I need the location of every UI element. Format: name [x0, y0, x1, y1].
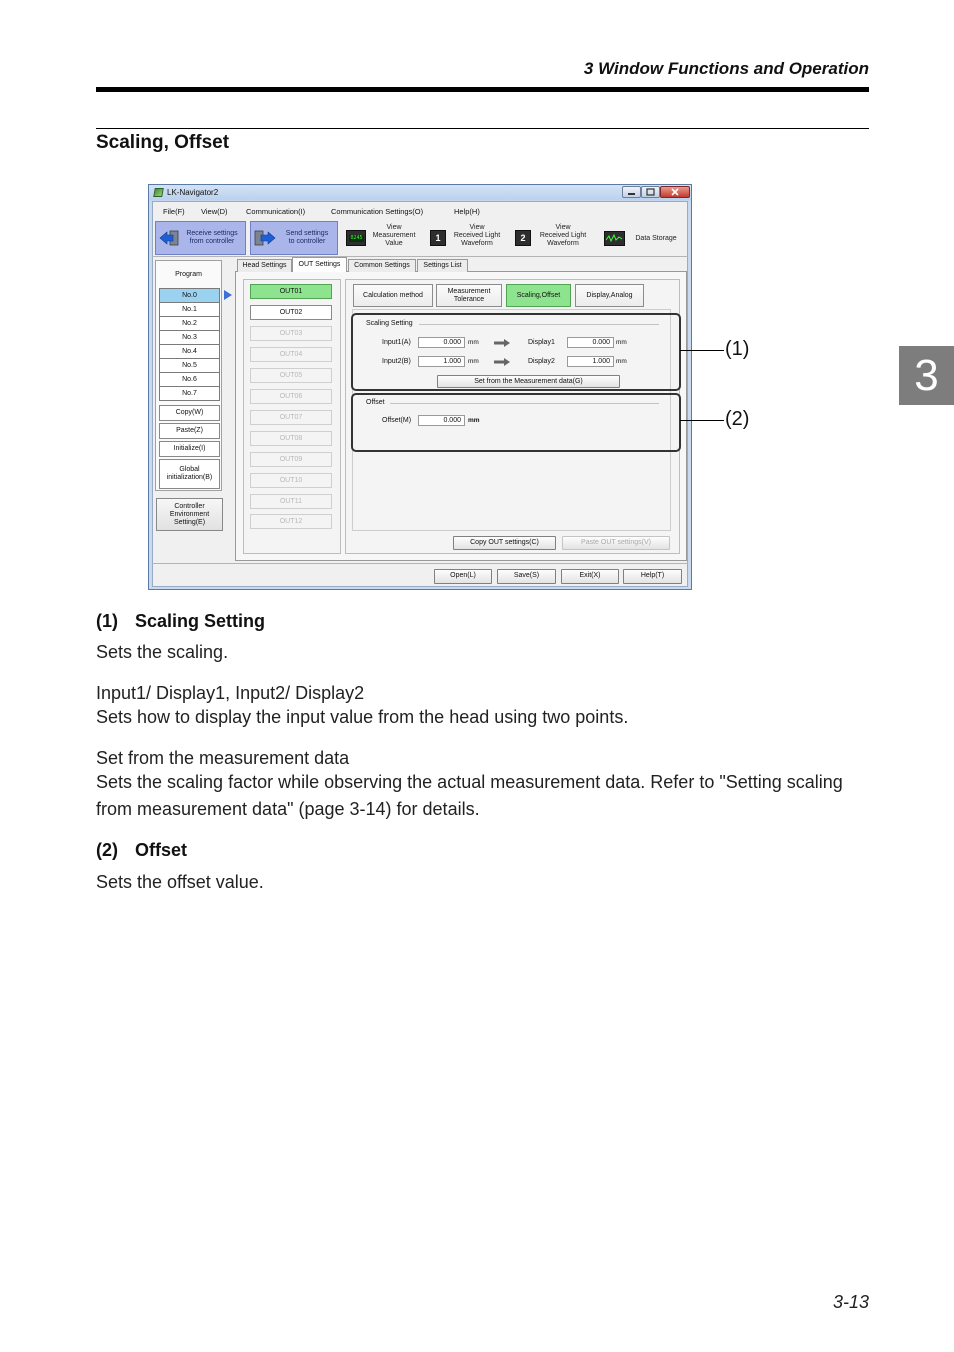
offset-group-rule: [390, 403, 659, 404]
offset-field[interactable]: 0.000: [418, 415, 465, 426]
out-item: OUT10: [250, 473, 332, 488]
input2-field[interactable]: 1.000: [418, 356, 465, 367]
receive-settings-button[interactable]: [155, 221, 246, 255]
waveform-1-icon-number: 1: [435, 233, 441, 243]
program-panel-title: Program: [175, 271, 202, 278]
waveform-graph-icon: [606, 234, 623, 243]
offset-group-label: Offset: [366, 399, 385, 406]
subsection-2-title: Offset: [135, 840, 188, 860]
minimize-button[interactable]: [622, 186, 641, 198]
maximize-icon: [642, 187, 659, 197]
footer-separator: [152, 563, 688, 564]
input-display-term: Input1/ Display1, Input2/ Display2: [96, 683, 365, 703]
menu-file[interactable]: File(F): [163, 207, 185, 216]
maximize-button[interactable]: [641, 186, 660, 198]
set-from-measurement-data-button[interactable]: Set from the Measurement data(G): [437, 375, 620, 388]
view-measurement-label[interactable]: View Measurement Value: [372, 224, 416, 247]
global-initialization-button[interactable]: Global initialization(B): [159, 459, 220, 489]
menu-communication[interactable]: Communication(I): [246, 207, 306, 216]
toolbar-separator: [152, 256, 688, 257]
program-item[interactable]: No.3: [159, 330, 220, 345]
input2-unit: mm: [468, 358, 479, 365]
header-rule: [96, 87, 869, 92]
minimize-icon: [623, 187, 640, 197]
exit-button[interactable]: Exit(X): [561, 569, 619, 584]
input-display-description: Sets how to display the input value from the head using two points.: [96, 707, 629, 727]
view-waveform-2-label[interactable]: View Received Light Waveform: [539, 224, 587, 247]
tab-head-settings[interactable]: Head Settings: [237, 259, 292, 272]
scaling-group-rule: [419, 324, 659, 325]
paste-program-button[interactable]: Paste(Z): [159, 423, 220, 439]
program-item[interactable]: No.4: [159, 344, 220, 359]
set-from-data-term: Set from the measurement data: [96, 748, 350, 768]
help-button[interactable]: Help(T): [623, 569, 682, 584]
offset-unit: mm: [468, 417, 480, 424]
out-item: OUT09: [250, 452, 332, 467]
data-storage-label[interactable]: Data Storage: [635, 235, 677, 242]
out-item[interactable]: OUT02: [250, 305, 332, 320]
subsection-1-title: Scaling Setting: [135, 611, 266, 631]
chapter-header-title: 3 Window Functions and Operation: [583, 59, 869, 78]
out-item: OUT05: [250, 368, 332, 383]
display2-label: Display2: [528, 358, 555, 365]
tab-settings-list[interactable]: Settings List: [417, 259, 468, 272]
display1-field[interactable]: 0.000: [567, 337, 614, 348]
out-item: OUT06: [250, 389, 332, 404]
out-item[interactable]: OUT01: [250, 284, 332, 299]
app-window-screenshot: [148, 184, 692, 590]
menu-view[interactable]: View(D): [201, 207, 228, 216]
program-item[interactable]: No.7: [159, 386, 220, 401]
display1-unit: mm: [616, 339, 627, 346]
tab-out-settings[interactable]: OUT Settings: [292, 257, 347, 272]
callout-1-label: (1): [725, 338, 750, 360]
program-item[interactable]: No.0: [159, 288, 220, 303]
send-arrow-icon: [254, 229, 276, 247]
callout-2-leader: [680, 420, 724, 421]
out-item: OUT08: [250, 431, 332, 446]
send-settings-button[interactable]: [250, 221, 338, 255]
subtab-measurement-tolerance[interactable]: Measurement Tolerance: [436, 284, 502, 307]
subtab-calculation-method[interactable]: Calculation method: [353, 284, 433, 307]
page-number: 3-13: [832, 1292, 869, 1312]
set-from-data-description: Sets the scaling factor while observing the actual measurement data. Refer to "Setting scaling from measurement data" (page 3-14) for details.: [96, 772, 843, 819]
save-button[interactable]: Save(S): [497, 569, 556, 584]
subsection-2-number: (2): [96, 840, 118, 860]
copy-out-settings-button[interactable]: Copy OUT settings(C): [453, 536, 556, 550]
callout-1-leader: [680, 350, 724, 351]
input1-label: Input1(A): [382, 339, 411, 346]
menu-communication-settings[interactable]: Communication Settings(O): [331, 207, 424, 216]
subtab-scaling-offset[interactable]: Scaling,Offset: [506, 284, 571, 307]
input2-label: Input2(B): [382, 358, 411, 365]
chapter-thumb-tab: 3: [899, 346, 954, 405]
out-item: OUT07: [250, 410, 332, 425]
initialize-program-button[interactable]: Initialize(I): [159, 441, 220, 457]
subsection-1-number: (1): [96, 611, 118, 631]
section-rule: [96, 128, 869, 129]
program-item[interactable]: No.5: [159, 358, 220, 373]
out-item: OUT12: [250, 514, 332, 529]
program-item[interactable]: No.2: [159, 316, 220, 331]
waveform-2-icon[interactable]: [515, 230, 531, 246]
out-item: OUT11: [250, 494, 332, 509]
arrow-right-icon: [494, 358, 510, 366]
close-icon: [661, 187, 689, 197]
display1-label: Display1: [528, 339, 555, 346]
selected-program-pointer-icon: [224, 290, 232, 300]
measurement-icon-digits: 0245: [350, 235, 363, 241]
input1-unit: mm: [468, 339, 479, 346]
paste-out-settings-button: Paste OUT settings(V): [562, 536, 670, 550]
out-item: OUT04: [250, 347, 332, 362]
callout-2-label: (2): [725, 408, 750, 430]
display2-field[interactable]: 1.000: [567, 356, 614, 367]
arrow-right-icon: [494, 339, 510, 347]
subsection-1-intro: Sets the scaling.: [96, 642, 229, 662]
data-storage-icon[interactable]: [604, 231, 625, 246]
program-item[interactable]: No.6: [159, 372, 220, 387]
copy-program-button[interactable]: Copy(W): [159, 405, 220, 421]
view-waveform-1-label[interactable]: View Received Light Waveform: [453, 224, 501, 247]
close-button[interactable]: [660, 186, 690, 198]
program-item[interactable]: No.1: [159, 302, 220, 317]
input1-field[interactable]: 0.000: [418, 337, 465, 348]
controller-environment-setting-button[interactable]: Controller Environment Setting(E): [156, 498, 223, 531]
scaling-setting-group-label: Scaling Setting: [366, 320, 413, 327]
menu-help[interactable]: Help(H): [454, 207, 480, 216]
section-title: Scaling, Offset: [96, 132, 230, 153]
out-item: OUT03: [250, 326, 332, 341]
send-settings-label: Send settings to controller: [285, 230, 329, 245]
tab-common-settings[interactable]: Common Settings: [348, 259, 416, 272]
open-button[interactable]: Open(L): [434, 569, 492, 584]
display2-unit: mm: [616, 358, 627, 365]
subsection-2-intro: Sets the offset value.: [96, 872, 264, 892]
app-logo-icon: [153, 188, 164, 197]
receive-settings-label: Receive settings from controller: [186, 230, 238, 245]
offset-label: Offset(M): [382, 417, 412, 424]
waveform-2-icon-number: 2: [520, 233, 526, 243]
window-title: LK-Navigator2: [167, 188, 219, 197]
measurement-display-icon[interactable]: [346, 230, 366, 246]
waveform-1-icon[interactable]: [430, 230, 446, 246]
receive-arrow-icon: [159, 229, 179, 247]
subtab-display-analog[interactable]: Display,Analog: [575, 284, 644, 307]
